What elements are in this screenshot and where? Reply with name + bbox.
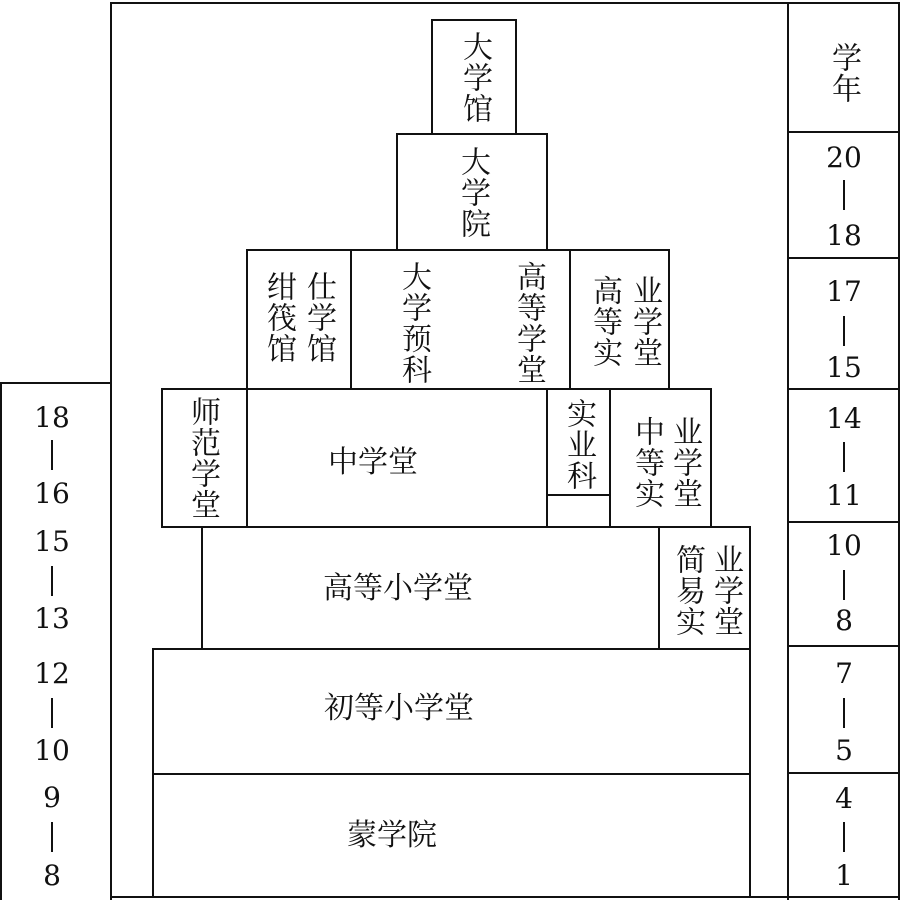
right-col-sep <box>787 772 900 774</box>
year-range-top: 4 <box>835 782 853 815</box>
year-range-bottom: 15 <box>826 351 862 384</box>
year-range-bottom: 11 <box>826 479 862 512</box>
box-mengxueyuan <box>152 773 751 898</box>
box-gaodeng-xiaoxuetang <box>201 526 661 650</box>
box-gaodeng-shiye-xuetang <box>569 249 670 390</box>
year-range-dash <box>843 316 845 346</box>
column-header-school-year: 学年 <box>826 42 861 104</box>
box-daxueguan <box>431 19 517 135</box>
label-gaodeng-shiye-a: 业学堂 <box>627 275 662 368</box>
year-range-dash <box>843 570 845 600</box>
right-col-sep <box>787 645 900 647</box>
frame-left-line <box>110 2 112 900</box>
year-range-bottom: 18 <box>826 219 862 252</box>
age-range-top: 9 <box>43 781 61 814</box>
age-range-top: 15 <box>34 525 70 558</box>
box-daxueyuan <box>396 133 548 251</box>
box-jianyi-shiye-xuetang <box>658 526 751 650</box>
year-range-bottom: 8 <box>835 604 853 637</box>
label-shixueguan: 仕学馆 <box>301 271 336 364</box>
frame-right-line <box>898 2 900 900</box>
year-range-top: 14 <box>826 402 862 435</box>
frame-top-line <box>110 2 900 4</box>
label-gaodeng-shiye-b: 高等实 <box>587 275 622 368</box>
right-col-sep <box>787 521 900 523</box>
age-range-top: 12 <box>34 657 70 690</box>
label-mengxueyuan: 蒙学院 <box>347 818 437 853</box>
label-daxueguan: 大学馆 <box>457 30 492 124</box>
year-range-top: 17 <box>826 275 862 308</box>
label-gaodeng-xiaoxuetang: 高等小学堂 <box>323 571 473 606</box>
year-range-dash <box>843 442 845 472</box>
box-daxueyuke-gaodengxuetang <box>350 249 571 390</box>
label-daxue-yuke: 大学预科 <box>396 261 431 385</box>
age-range-bottom: 13 <box>34 602 70 635</box>
year-range-top: 10 <box>826 529 862 562</box>
left-col-top-line <box>0 382 112 384</box>
box-chudeng-xiaoxuetang <box>152 648 751 775</box>
right-col-sep <box>787 257 900 259</box>
left-col-left-line <box>0 382 2 900</box>
label-jianyi-shiye-b: 简易实 <box>670 544 705 637</box>
age-range-bottom: 8 <box>43 859 61 892</box>
label-chudeng-xiaoxuetang: 初等小学堂 <box>324 691 474 726</box>
label-jupiguan: 绀筏馆 <box>261 271 296 364</box>
year-range-bottom: 5 <box>835 734 853 767</box>
age-range-dash <box>51 440 53 470</box>
label-jianyi-shiye-a: 业学堂 <box>708 544 743 637</box>
label-zhongdeng-shiye-a: 业学堂 <box>667 416 702 509</box>
age-range-top: 18 <box>34 401 70 434</box>
age-range-bottom: 10 <box>34 734 70 767</box>
year-range-dash <box>843 180 845 210</box>
age-range-dash <box>51 822 53 852</box>
year-range-dash <box>843 822 845 852</box>
age-range-dash <box>51 698 53 728</box>
year-range-bottom: 1 <box>835 859 853 892</box>
label-zhongdeng-shiye-b: 中等实 <box>629 416 664 509</box>
year-range-top: 7 <box>835 657 853 690</box>
label-zhongxuetang: 中学堂 <box>328 445 418 480</box>
frame-right-col-left-line <box>787 2 789 900</box>
label-gaodeng-xuetang: 高等学堂 <box>511 261 546 385</box>
age-range-bottom: 16 <box>34 477 70 510</box>
label-shiyeke: 实业科 <box>561 398 596 491</box>
box-shixueguan-jupiguan <box>246 249 352 390</box>
box-zhongxuetang <box>246 388 548 528</box>
box-zhongdeng-shiye-xuetang <box>609 388 712 528</box>
label-daxueyuan: 大学院 <box>455 145 490 239</box>
year-range-top: 20 <box>826 141 862 174</box>
year-range-dash <box>843 698 845 728</box>
right-col-sep <box>787 388 900 390</box>
age-range-dash <box>51 566 53 596</box>
right-col-sep <box>787 131 900 133</box>
label-shifan-xuetang: 师范学堂 <box>185 396 220 520</box>
box-shifan-xuetang <box>161 388 248 528</box>
box-shiyeke <box>546 388 611 496</box>
